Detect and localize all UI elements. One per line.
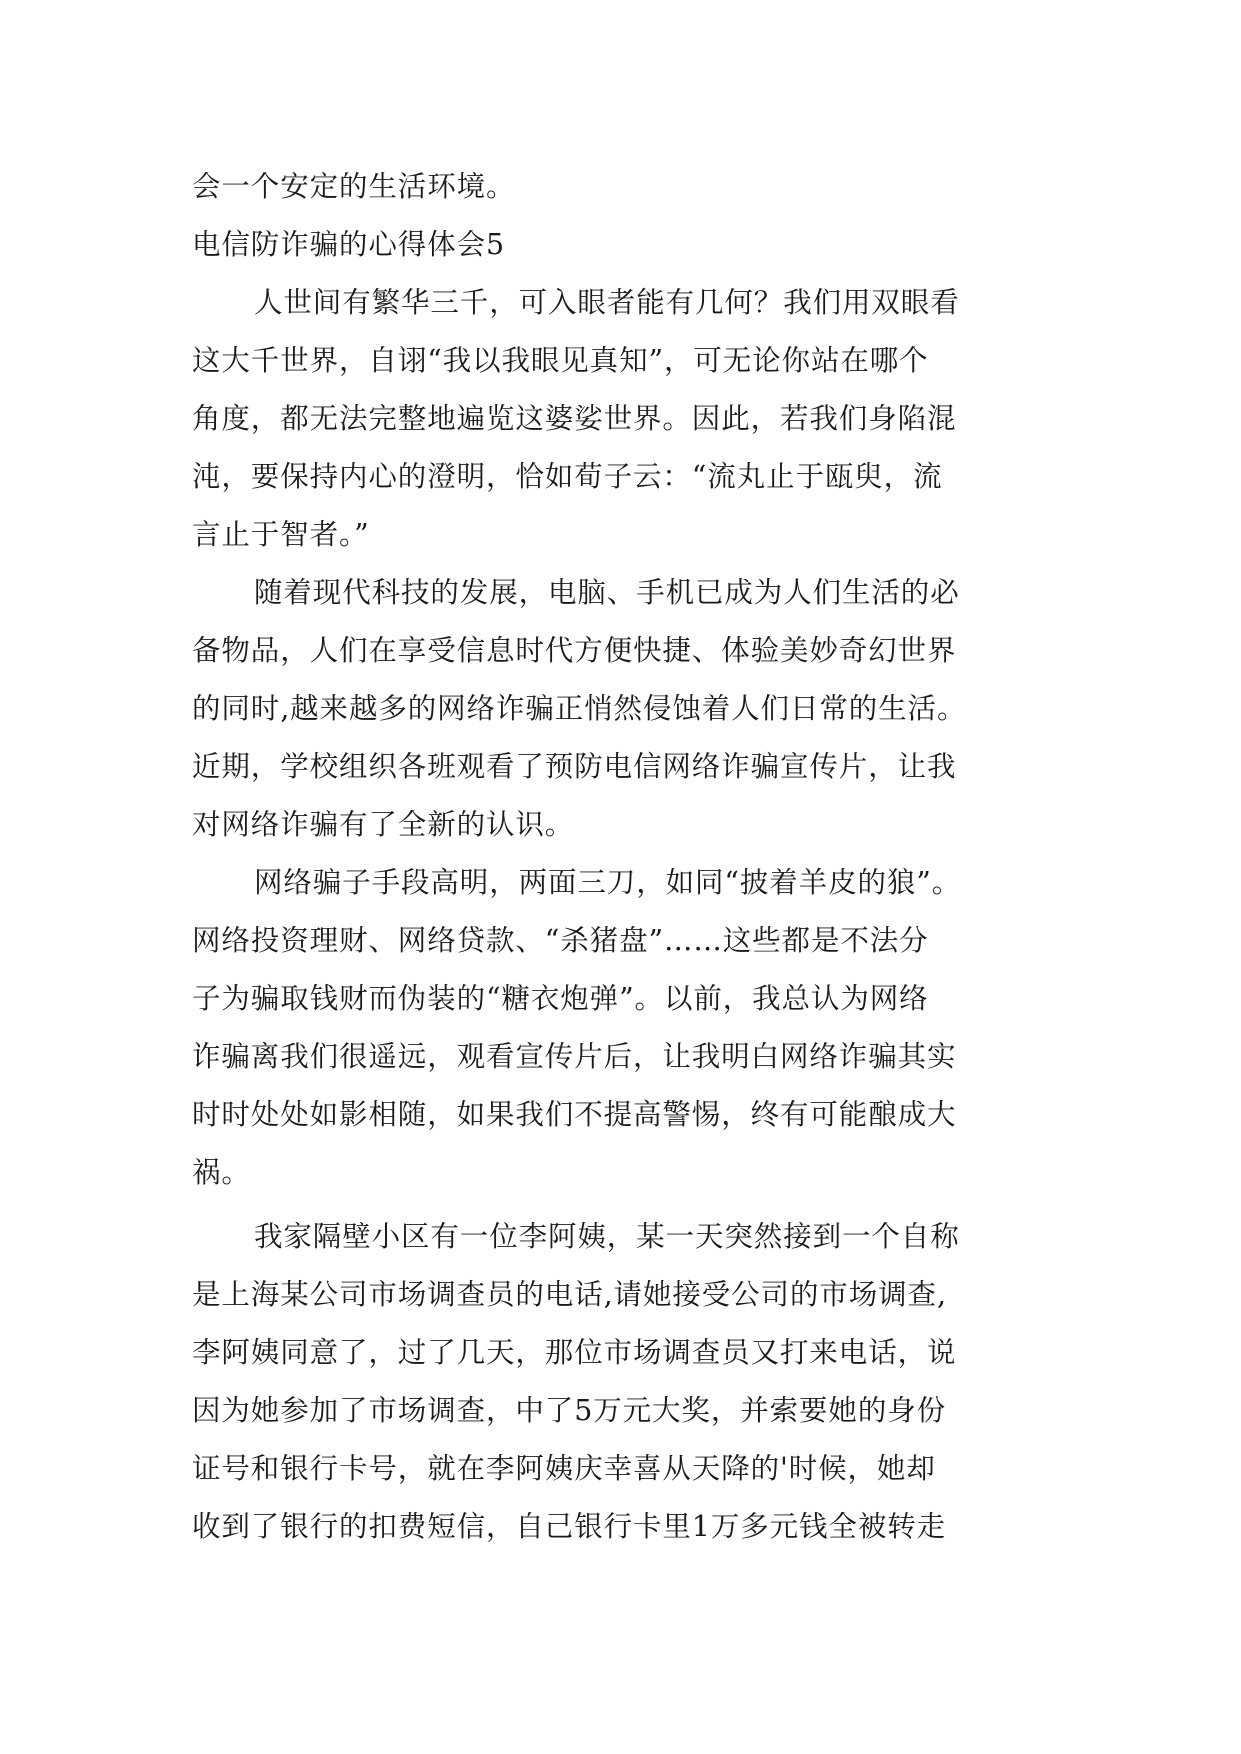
- paragraph-line: 人世间有繁华三千，可入眼者能有几何？我们用双眼看: [254, 286, 960, 319]
- paragraph-line: 诈骗离我们很遥远，观看宣传片后，让我明白网络诈骗其实: [192, 1040, 957, 1073]
- paragraph-line: 我家隔壁小区有一位李阿姨，某一天突然接到一个自称: [254, 1220, 960, 1253]
- paragraph-line: 收到了银行的扣费短信，自己银行卡里1万多元钱全被转走: [192, 1510, 947, 1543]
- paragraph-line: 近期，学校组织各班观看了预防电信网络诈骗宣传片，让我: [192, 750, 957, 783]
- paragraph-line: 网络骗子手段高明，两面三刀，如同“披着羊皮的狼”。: [254, 866, 962, 899]
- paragraph-line: 沌，要保持内心的澄明，恰如荀子云：“流丸止于瓯臾，流: [192, 460, 943, 493]
- paragraph-line: 角度，都无法完整地遍览这婆娑世界。因此，若我们身陷混: [192, 402, 957, 435]
- paragraph-line: 子为骗取钱财而伪装的“糖衣炮弹”。以前，我总认为网络: [192, 982, 929, 1015]
- paragraph-4: [192, 1208, 1052, 1556]
- paragraph-line: 对网络诈骗有了全新的认识。: [192, 808, 575, 841]
- paragraph-line: 的同时,越来越多的网络诈骗正悄然侵蚀着人们日常的生活。: [192, 692, 967, 725]
- paragraph-line: 言止于智者。”: [192, 518, 370, 551]
- paragraph-line: 备物品，人们在享受信息时代方便快捷、体验美妙奇幻世界: [192, 634, 957, 667]
- paragraph-line: 李阿姨同意了，过了几天，那位市场调查员又打来电话，说: [192, 1336, 957, 1369]
- paragraph-line: 网络投资理财、网络贷款、“杀猪盘”……这些都是不法分: [192, 924, 929, 957]
- paragraph-line: 时时处处如影相随，如果我们不提高警惕，终有可能酿成大: [192, 1098, 957, 1131]
- paragraph-line: 是上海某公司市场调查员的电话,请她接受公司的市场调查,: [192, 1278, 947, 1311]
- paragraph-2: [192, 564, 1052, 854]
- document-body: [192, 158, 1052, 1556]
- paragraph-line: 因为她参加了市场调查，中了5万元大奖，并索要她的身份: [192, 1394, 947, 1427]
- intro-tail-line: 会一个安定的生活环境。: [192, 170, 516, 203]
- paragraph-line: 证号和银行卡号，就在李阿姨庆幸喜从天降的'时候，她却: [192, 1452, 936, 1485]
- paragraph-line: 祸。: [192, 1156, 251, 1189]
- paragraph-3: [192, 854, 1052, 1202]
- paragraph-line: 这大千世界，自诩“我以我眼见真知”，可无论你站在哪个: [192, 344, 929, 377]
- paragraph-line: 随着现代科技的发展，电脑、手机已成为人们生活的必: [254, 576, 960, 609]
- paragraph-1: [192, 274, 1052, 564]
- section-title: 电信防诈骗的心得体会5: [192, 228, 506, 261]
